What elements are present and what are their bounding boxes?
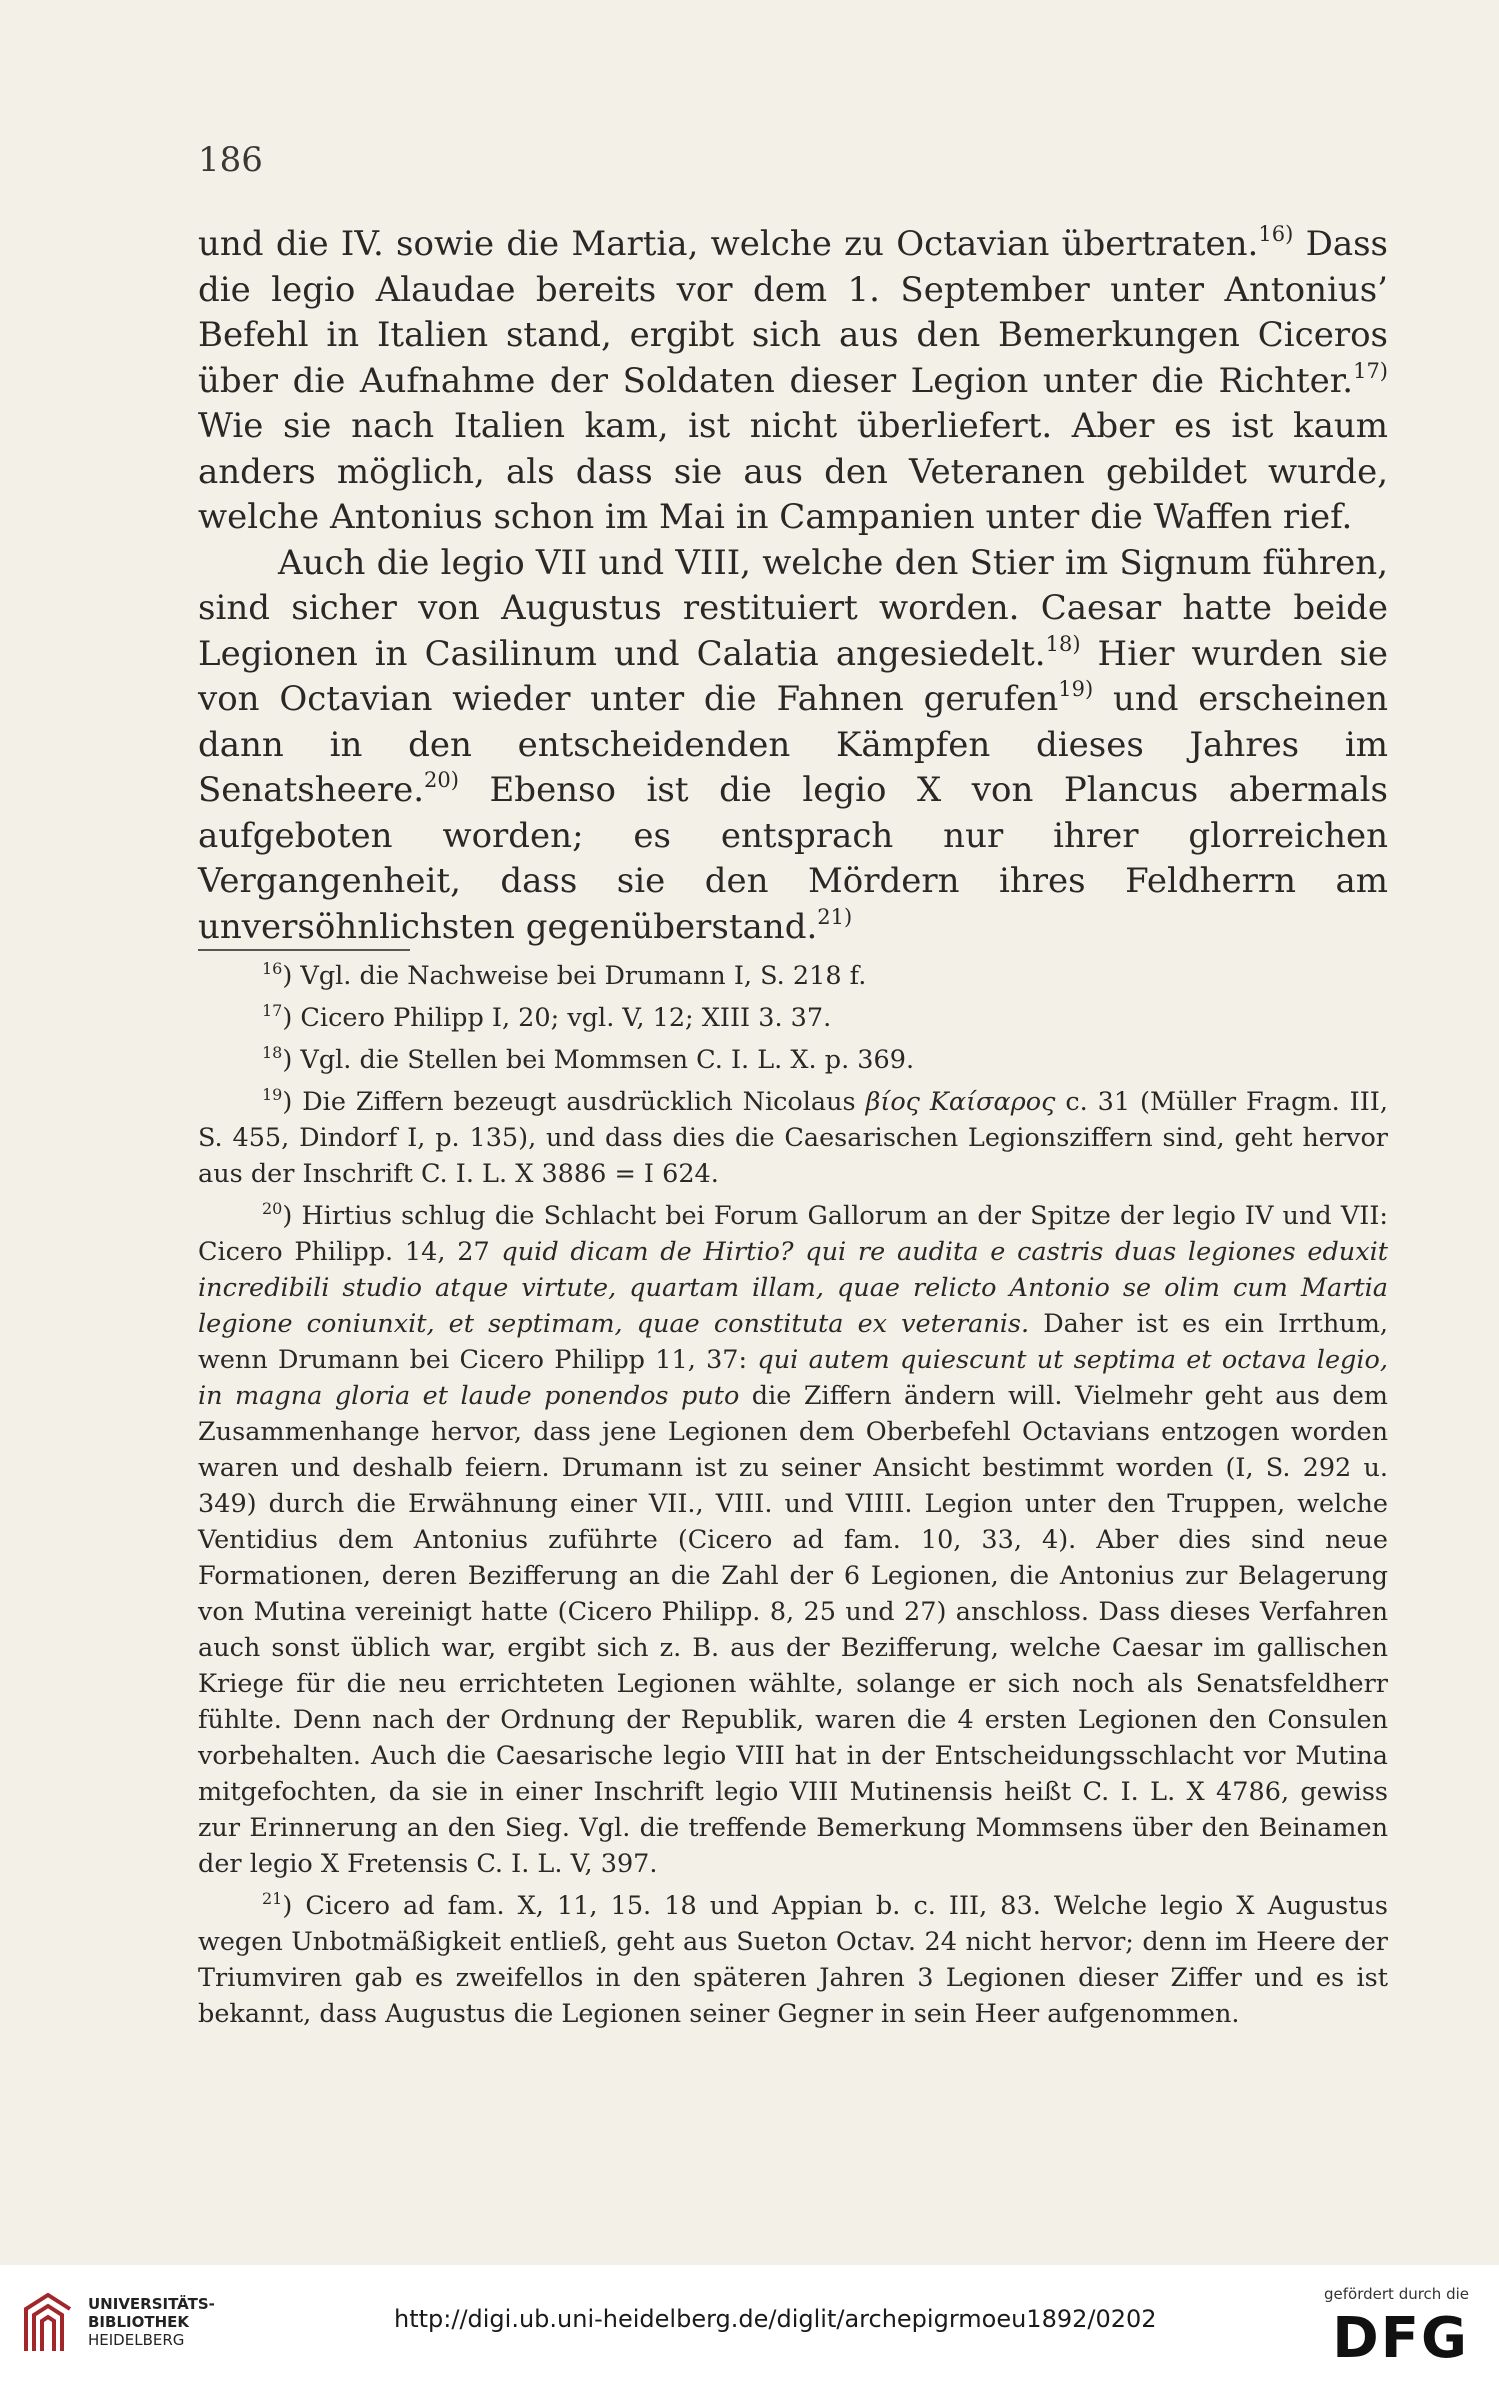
funding-label: gefördert durch die — [1324, 2285, 1469, 2303]
footnotes — [198, 958, 1388, 2038]
footnote-marker: 21) — [817, 904, 853, 929]
footnote — [198, 958, 1388, 994]
library-name: UNIVERSITÄTS- BIBLIOTHEK HEIDELBERG — [88, 2295, 215, 2349]
text-run: und erscheinen dann in den entscheidenden Kämpfen dieses Jahres im Senatsheere. — [198, 679, 1388, 810]
text-run: Wie sie nach Italien kam, ist nicht überliefert. Aber es ist kaum anders möglich, als dass sie aus den Veteranen gebildet wurde, welche Antonius schon im Mai in Campanien unter die Waffen rief. — [198, 406, 1388, 537]
text-run: Auch die legio VII und VIII, welche den Stier im Signum führen, sind sicher von Augustus restituiert worden. Caesar hatte beide Legionen in Casilinum und Calatia angesiedelt. — [198, 542, 1388, 674]
text-run: die Ziffern ändern will. Vielmehr geht aus dem Zusammenhange hervor, dass jene Legionen dem Oberbefehl Octavians entzogen worden waren und deshalb feiern. Drumann ist zu seiner Ansicht bestimmt worden (I, S. 292 u. 349) durch die Erwähnung einer VII., VIII. und VIIII. Legion unter den Truppen, welche Ventidius dem Antonius zuführte (Cicero ad fam. 10, 33, 4). Aber dies sind neue Formationen, deren Bezifferung an die Zahl der 6 Legionen, die Antonius zur Belagerung von Mutina vereinigt hatte (Cicero Philipp. 8, 25 und 27) anschloss. Dass dieses Verfahren auch sonst üblich war, ergibt sich z. B. aus der Bezifferung, welche Caesar im gallischen Kriege für die neu errichteten Legionen wählte, solange er sich noch als Senatsfeldherr fühlte. Denn nach der Ordnung der Republik, waren die 4 ersten Legionen den Consulen vorbehalten. Auch die Caesarische legio VIII hat in der Entscheidungsschlacht vor Mutina mitgefochten, da sie in einer Inschrift legio VIII Mutinensis heißt C. I. L. X 4786, gewiss zur Erinnerung an den Sieg. Vgl. die treffende Bemerkung Mommsens über den Beinamen der legio X Fretensis C. I. L. V, 397. — [198, 1381, 1388, 1879]
text-run: Daher ist es ein Irrthum, wenn Drumann bei Cicero Philipp 11, 37: — [198, 1309, 1388, 1375]
footnote-marker: 18 — [262, 1043, 283, 1062]
footnote-marker: 17) — [1353, 358, 1388, 383]
text-run: Ebenso ist die legio X von Plancus abermals aufgeboten worden; es entsprach nur ihrer glorreichen Vergangenheit, dass sie den Mördern ihres Feldherrn am unversöhnlichsten gegenüberstand. — [198, 770, 1388, 947]
text-run: Dass die legio Alaudae bereits vor dem 1. September unter Antonius’ Befehl in Italien stand, ergibt sich aus den Bemerkungen Ciceros über die Aufnahme der Soldaten dieser Legion unter die Richter. — [198, 224, 1389, 401]
quotation-text: βίος Καίσαρος — [865, 1087, 1056, 1117]
text-run: und die IV. sowie die Martia, welche zu Octavian übertraten. — [198, 224, 1259, 264]
page-number: 186 — [198, 140, 263, 180]
text-run: ) Vgl. die Stellen bei Mommsen C. I. L. X. p. 369. — [282, 1045, 915, 1075]
footnote — [198, 1042, 1388, 1078]
dfg-logo: DFG — [1332, 2306, 1469, 2371]
body-paragraph — [198, 222, 1388, 541]
footnote — [198, 1888, 1388, 2032]
footnote — [198, 1198, 1388, 1882]
footnote-marker: 19 — [262, 1085, 283, 1104]
footnote-divider — [198, 949, 410, 951]
main-text — [198, 222, 1388, 950]
text-run: ) Cicero Philipp I, 20; vgl. V, 12; XIII 3. 37. — [282, 1003, 832, 1033]
footnote-marker: 16 — [262, 959, 283, 978]
viewer-footer — [0, 2265, 1499, 2381]
quotation-text: quid dicam de Hirtio? qui re audita e castris duas legiones eduxit incredibili studio atque virtute, quartam illam, quae relicto Antonio se olim cum Martia legione coniunxit, et septimam, quae constituta ex veteranis. — [198, 1237, 1388, 1339]
footnote-marker: 16) — [1258, 222, 1294, 246]
text-run: ) Vgl. die Nachweise bei Drumann I, S. 218 f. — [282, 961, 867, 991]
footnote-marker: 21 — [262, 1889, 283, 1908]
footnote-marker: 20 — [262, 1199, 283, 1218]
text-run: ) Hirtius schlug die Schlacht bei Forum Gallorum an der Spitze der legio IV und VII: Cicero Philipp. 14, 27 — [198, 1201, 1388, 1267]
body-paragraph — [198, 541, 1388, 951]
footnote-marker: 19) — [1058, 677, 1094, 701]
quotation-text: qui autem quiescunt ut septima et octava legio, in magna gloria et laude ponendos puto — [198, 1345, 1388, 1411]
footnote-marker: 20) — [424, 768, 459, 792]
text-run: c. 31 (Müller Fragm. III, S. 455, Dindorf I, p. 135), und dass dies die Caesarischen Legionsziffern sind, geht hervor aus der Inschrift C. I. L. X 3886 = I 624. — [198, 1087, 1388, 1189]
text-run: ) Die Ziffern bezeugt ausdrücklich Nicolaus — [282, 1087, 866, 1117]
footnote — [198, 1084, 1388, 1192]
footnote — [198, 1000, 1388, 1036]
text-run: ) Cicero ad fam. X, 11, 15. 18 und Appian b. c. III, 83. Welche legio X Augustus wegen Unbotmäßigkeit entließ, geht aus Sueton Octav. 24 nicht hervor; denn im Heere der Triumviren gab es zweifellos in den späteren Jahren 3 Legionen dieser Ziffer und es ist bekannt, dass Augustus die Legionen seiner Gegner in sein Heer aufgenommen. — [198, 1891, 1388, 2029]
text-run: Hier wurden sie von Octavian wieder unter die Fahnen gerufen — [198, 633, 1388, 719]
footnote-marker: 17 — [262, 1001, 283, 1020]
university-library-logo-icon — [18, 2287, 78, 2357]
permalink-url[interactable]: http://digi.ub.uni-heidelberg.de/diglit/archepigrmoeu1892/0202 — [394, 2305, 1157, 2333]
footnote-marker: 18) — [1045, 631, 1081, 656]
